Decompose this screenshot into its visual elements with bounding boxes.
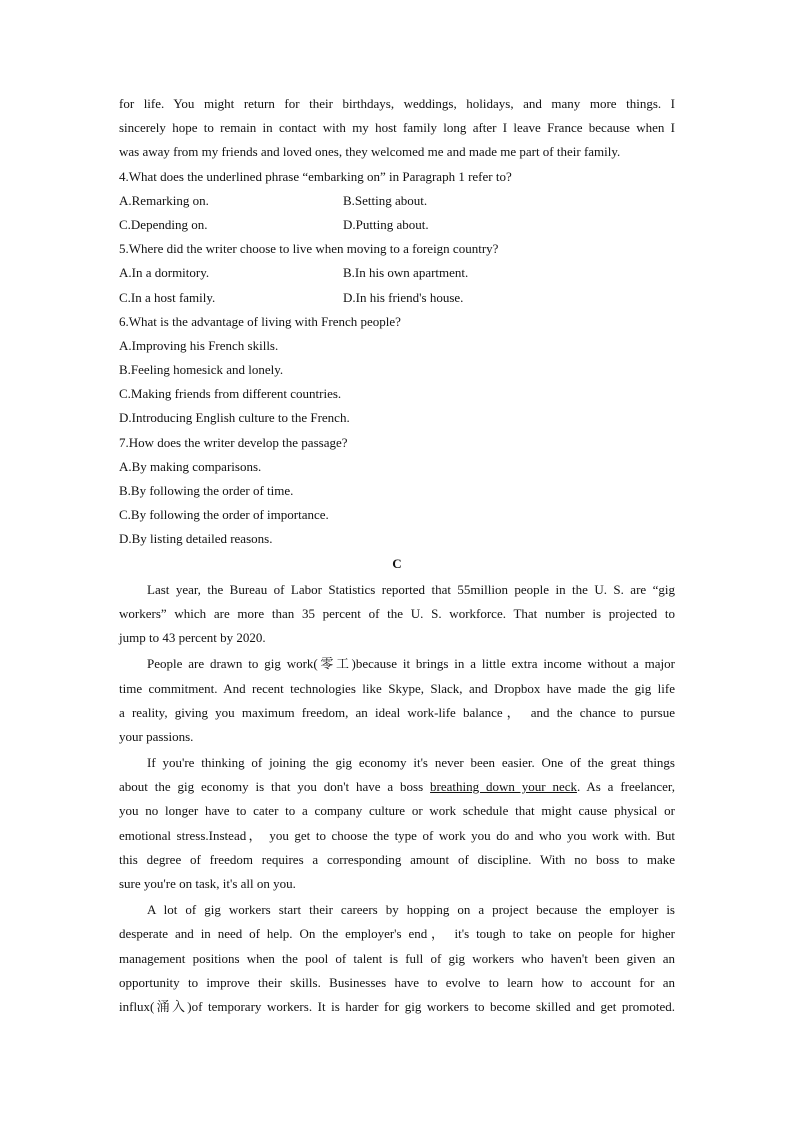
text-line: was away from my friends and loved ones, they welcomed me and made me part of their family. [119, 144, 621, 160]
paragraph-2 [119, 652, 675, 749]
text-line: jump to 43 percent by 2020. [119, 630, 266, 646]
text-line: for life. You might return for their birthdays, weddings, holidays, and many more things. I [119, 96, 675, 111]
text-line [119, 775, 675, 799]
option-a: A.Improving his French skills. [119, 337, 279, 353]
option-c: C.Depending on. [119, 216, 208, 232]
option-a: A.In a dormitory. [119, 265, 210, 281]
question-stem: 7.How does the writer develop the passage? [119, 434, 348, 450]
text-line: emotional stress.Instead， you get to choose the type of work you do and who you work with. But [119, 827, 675, 843]
option-b: B.Setting about. [343, 192, 428, 208]
text-line: People are drawn to gig work(零工)because it brings in a little extra income without a major [147, 656, 675, 672]
question-4 [119, 165, 675, 238]
text-line: your passions. [119, 728, 194, 744]
text-line: If you're thinking of joining the gig economy it's never been easier. One of the great things [147, 755, 675, 771]
options-row [119, 189, 675, 213]
options-row [119, 261, 675, 285]
section-title: C [392, 555, 402, 571]
text-line: time commitment. And recent technologies like Skype, Slack, and Dropbox have made the gig life [119, 680, 675, 696]
option-b: B.Feeling homesick and lonely. [119, 362, 284, 378]
option-c: C.Making friends from different countries. [119, 386, 342, 402]
text-line: A lot of gig workers start their careers by hopping on a project because the employer is [147, 902, 675, 918]
text-line: you no longer have to cater to a company culture or work schedule that might cause physical or [119, 803, 675, 819]
text-fragment: about the gig economy is that you don't have a boss [119, 779, 431, 795]
option-d: D.By listing detailed reasons. [119, 531, 273, 547]
options-row [119, 213, 675, 237]
text-line: influx(涌入)of temporary workers. It is harder for gig workers to become skilled and get promoted. [119, 998, 675, 1014]
question-stem: 4.What does the underlined phrase “embarking on” in Paragraph 1 refer to? [119, 168, 512, 184]
question-7 [119, 431, 675, 552]
text-line: sincerely hope to remain in contact with my host family long after I leave France because when I [119, 120, 675, 136]
paragraph-3 [119, 751, 675, 896]
paragraph-1 [119, 578, 675, 651]
option-c: C.By following the order of importance. [119, 507, 329, 523]
question-stem: 6.What is the advantage of living with French people? [119, 313, 401, 329]
question-stem: 5.Where did the writer choose to live when moving to a foreign country? [119, 241, 499, 257]
document-page [119, 92, 675, 1019]
text-line: sure you're on task, it's all on you. [119, 876, 296, 891]
text-line: a reality, giving you maximum freedom, an ideal work-life balance， and the chance to pursue [119, 704, 675, 720]
underlined-phrase: breathing down your neck [430, 779, 577, 795]
text-fragment: . As a freelancer, [576, 779, 675, 795]
text-line: workers” which are more than 35 percent of the U. S. workforce. That number is projected to [119, 605, 675, 621]
option-d: D.Introducing English culture to the French. [119, 410, 350, 426]
option-a: A.Remarking on. [119, 192, 209, 208]
option-b: B.By following the order of time. [119, 483, 294, 498]
paragraph-4 [119, 898, 675, 1019]
text-line: Last year, the Bureau of Labor Statistics reported that 55million people in the U. S. are “gig [147, 581, 675, 597]
text-line: opportunity to improve their skills. Businesses have to evolve to learn how to account for an [119, 974, 675, 990]
text-line: this degree of freedom requires a corresponding amount of discipline. With no boss to make [119, 851, 675, 867]
text-line: management positions when the pool of talent is full of gig workers who haven't been given an [119, 950, 675, 966]
previous-passage-ending [119, 92, 675, 165]
option-a: A.By making comparisons. [119, 458, 262, 474]
question-5 [119, 237, 675, 310]
option-d: D.Putting about. [343, 216, 429, 232]
option-c: C.In a host family. [119, 289, 216, 305]
option-b: B.In his own apartment. [343, 265, 469, 281]
options-row [119, 286, 675, 310]
option-d: D.In his friend's house. [343, 289, 464, 305]
question-6 [119, 310, 675, 431]
text-line: desperate and in need of help. On the employer's end， it's tough to take on people for higher [119, 926, 675, 942]
